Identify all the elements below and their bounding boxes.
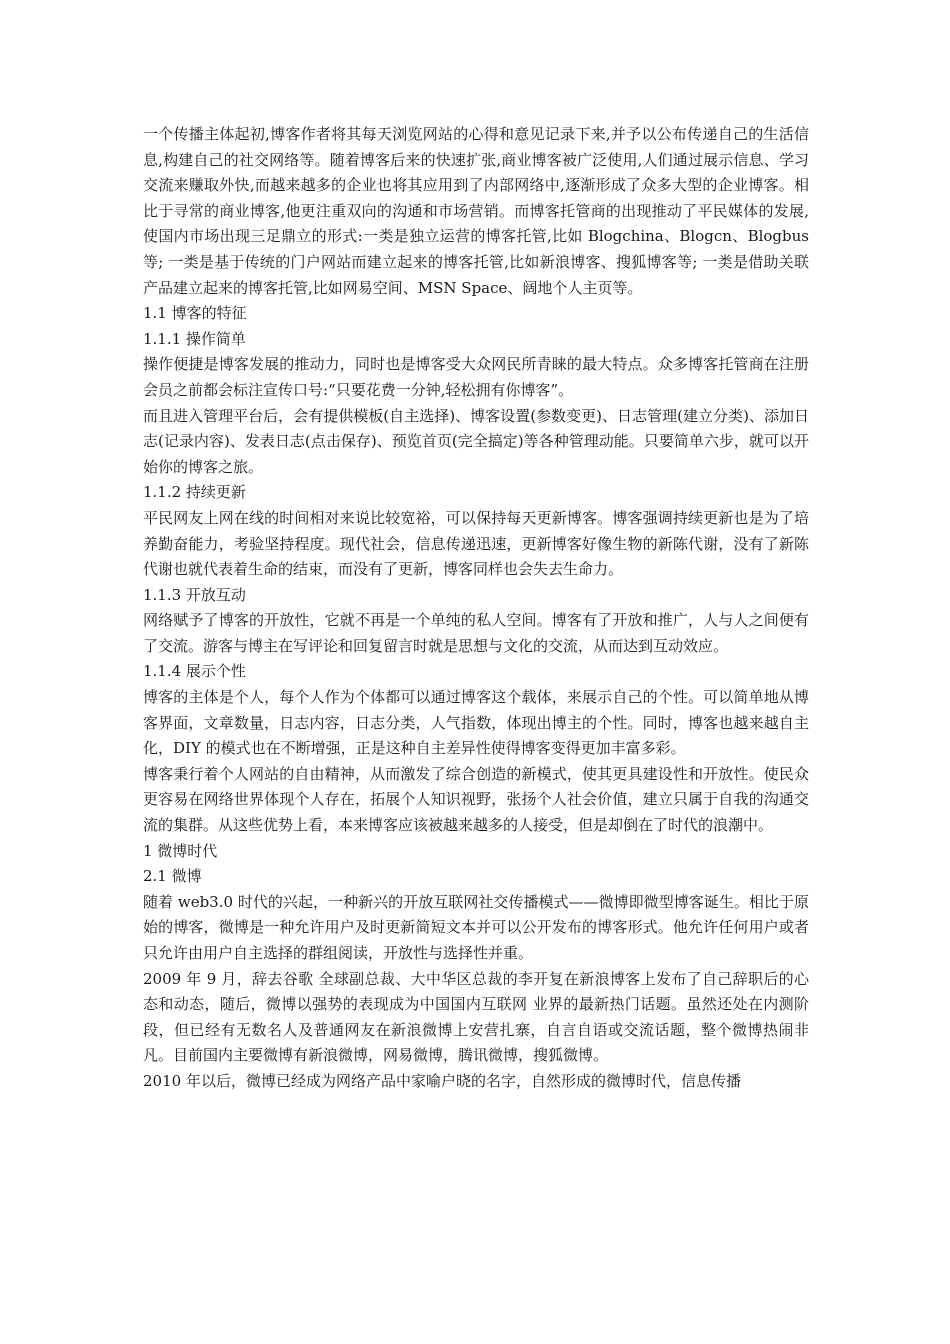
- subsection-heading: 1.1.1 操作简单: [143, 329, 246, 348]
- subsection-heading: 1.1.2 持续更新: [143, 483, 246, 502]
- paragraph: 网络赋予了博客的开放性，它就不再是一个单纯的私人空间。博客有了开放和推广，人与人之间便有了交流。游客与博主在写评论和回复留言时就是思想与文化的交流，从而达到互动效应。: [143, 611, 809, 655]
- section-heading: 1 微博时代: [143, 841, 218, 860]
- section-heading: 2.1 微博: [143, 867, 202, 886]
- section-heading: 1.1 博客的特征: [143, 304, 247, 323]
- paragraph: 平民网友上网在线的时间相对来说比较宽裕，可以保持每天更新博客。博客强调持续更新也是为了培养勤奋能力，考验坚持程度。现代社会，信息传递迅速，更新博客好像生物的新陈代谢，没有了新陈代谢也就代表着生命的结束，而没有了更新，博客同样也会失去生命力。: [143, 508, 809, 579]
- paragraph: 操作便捷是博客发展的推动力，同时也是博客受大众网民所青睐的最大特点。众多博客托管商在注册会员之前都会标注宣传口号:“只要花费一分钟,轻松拥有你博客”。: [143, 355, 809, 399]
- paragraph: 随着 web3.0 时代的兴起，一种新兴的开放互联网社交传播模式——微博即微型博客诞生。相比于原始的博客，微博是一种允许用户及时更新简短文本并可以公开发布的博客形式。他允许任何用户或者只允许由用户自主选择的群组阅读，开放性与选择性并重。: [143, 892, 809, 962]
- paragraph: 2010 年以后，微博已经成为网络产品中家喻户晓的名字，自然形成的微博时代，信息传播: [143, 1071, 741, 1090]
- paragraph: 而且进入管理平台后，会有提供模板(自主选择)、博客设置(参数变更)、日志管理(建立分类)、添加日志(记录内容)、发表日志(点击保存)、预览首页(完全搞定)等各种管理动能。只要简单六步，就可以开始你的博客之旅。: [143, 406, 809, 476]
- subsection-heading: 1.1.3 开放互动: [143, 585, 246, 604]
- paragraph: 一个传播主体起初,博客作者将其每天浏览网站的心得和意见记录下来,并予以公布传递自己的生活信息,构建自己的社交网络等。随着博客后来的快速扩张,商业博客被广泛使用,人们通过展示信息、学习交流来赚取外快,而越来越多的企业也将其应用到了内部网络中,逐渐形成了众多大型的企业博客。相比于寻常的商业博客,他更注重双向的沟通和市场营销。而博客托管商的出现推动了平民媒体的发展,使国内市场出现三足鼎立的形式:一类是独立运营的博客托管,比如 Blogchina、Blogcn、Blogbus 等; 一类是基于传统的门户网站而建立起来的博客托管,比如新浪博客、搜狐博客等; 一类是借助关联产品建立起来的博客托管,比如网易空间、MSN Space、阔地个人主页等。: [143, 125, 809, 297]
- subsection-heading: 1.1.4 展示个性: [143, 662, 246, 681]
- paragraph: 博客的主体是个人，每个人作为个体都可以通过博客这个载体，来展示自己的个性。可以简单地从博客界面，文章数量，日志内容，日志分类，人气指数，体现出博主的个性。同时，博客也越来越自主化，DIY 的模式也在不断增强，正是这种自主差异性使得博客变得更加丰富多彩。: [143, 688, 809, 758]
- paragraph: 2009 年 9 月，辞去谷歌 全球副总裁、大中华区总裁的李开复在新浪博客上发布了自己辞职后的心态和动态，随后，微博以强势的表现成为中国国内互联网 业界的最新热门话题。虽然还处在内测阶段，但已经有无数名人及普通网友在新浪微博上安营扎寨，自言自语或交流话题，整个微博热闹非凡。目前国内主要微博有新浪微博，网易微博，腾讯微博，搜狐微博。: [143, 969, 809, 1065]
- document-body: [143, 122, 809, 1095]
- paragraph: 博客秉行着个人网站的自由精神，从而激发了综合创造的新模式，使其更具建设性和开放性。使民众更容易在网络世界体现个人存在，拓展个人知识视野，张扬个人社会价值，建立只属于自我的沟通交流的集群。从这些优势上看，本来博客应该被越来越多的人接受，但是却倒在了时代的浪潮中。: [143, 764, 809, 835]
